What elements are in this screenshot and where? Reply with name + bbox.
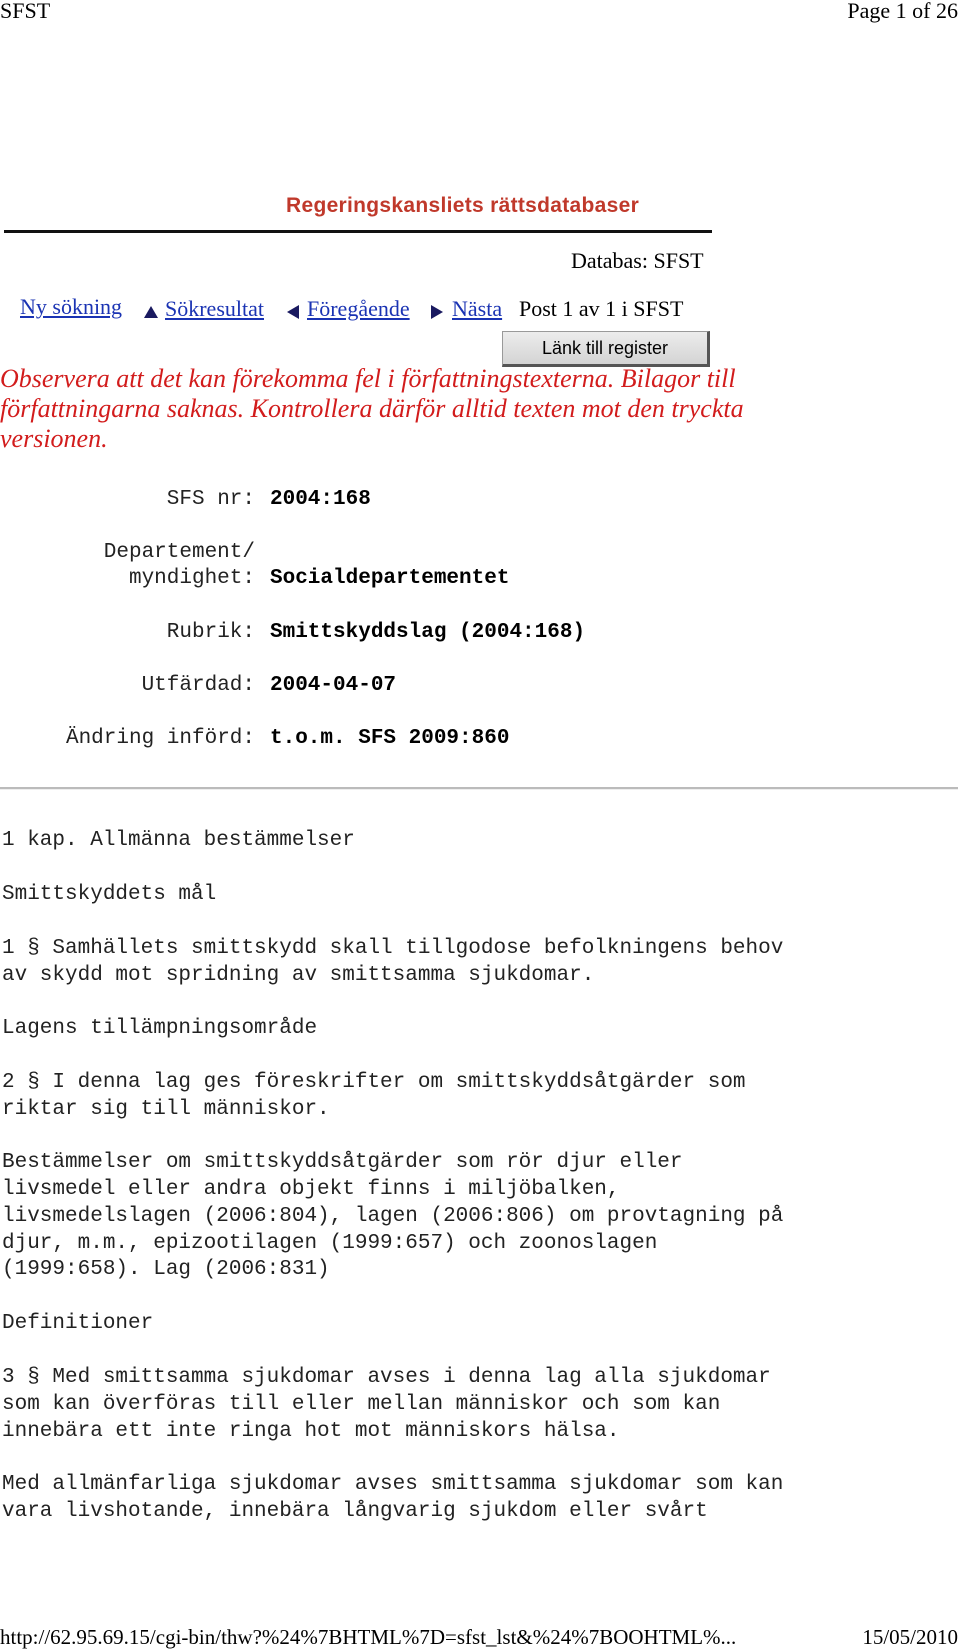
page-footer-date: 15/05/2010 [862,1625,958,1649]
arrow-right-icon[interactable] [431,305,443,319]
andring-value: t.o.m. SFS 2009:860 [270,727,510,750]
warning-line: versionen. [0,424,108,453]
arrow-up-icon[interactable] [144,306,158,318]
paragraph-line: livsmedelslagen (2006:804), lagen (2006:806) om provtagning på [2,1205,784,1228]
rubrik-label: Rubrik: [166,621,255,644]
post-info: Post 1 av 1 i SFST [519,296,684,321]
link-to-register-button[interactable]: Länk till register [502,331,710,367]
page-footer-url: http://62.95.69.15/cgi-bin/thw?%24%7BHTML%7D=sfst_lst&%24%7BOOHTML%... [0,1625,737,1649]
new-search-link[interactable]: Ny sökning [20,294,123,319]
paragraph-line: av skydd mot spridning av smittsamma sjukdomar. [2,964,595,987]
chapter-heading: 1 kap. Allmänna bestämmelser [2,829,355,852]
section-heading: Smittskyddets mål [2,883,217,906]
page-number: Page 1 of 26 [847,0,958,23]
paragraph-line: (1999:658). Lag (2006:831) [2,1258,330,1281]
myndighet-label: myndighet: [128,567,255,590]
utfardad-value: 2004-04-07 [270,674,397,697]
section-divider [0,787,958,790]
search-results-link[interactable]: Sökresultat [165,296,264,321]
banner-divider [4,230,712,233]
paragraph-line: Bestämmelser om smittskyddsåtgärder som rör djur eller [2,1151,683,1174]
page-header-title: SFST [0,0,51,23]
utfardad-label: Utfärdad: [141,674,255,697]
next-link[interactable]: Nästa [452,296,503,321]
section-heading: Definitioner [2,1312,154,1335]
warning-notice [0,364,800,454]
paragraph-line: 3 § Med smittsamma sjukdomar avses i denna lag alla sjukdomar [2,1366,771,1389]
paragraph-line: riktar sig till människor. [2,1098,330,1121]
sfs-nr-value: 2004:168 [270,488,371,511]
paragraph-line: Med allmänfarliga sjukdomar avses smittsamma sjukdomar som kan [2,1473,784,1496]
site-banner-title: Regeringskansliets rättsdatabaser [286,194,640,217]
arrow-left-icon[interactable] [287,305,299,319]
warning-line: Observera att det kan förekomma fel i författningstexterna. Bilagor till [0,364,736,393]
paragraph-line: 1 § Samhällets smittskydd skall tillgodose befolkningens behov [2,937,784,960]
database-label: Databas: SFST [571,248,704,273]
paragraph-line: livsmedel eller andra objekt finns i miljöbalken, [2,1178,620,1201]
paragraph-line: 2 § I denna lag ges föreskrifter om smittskyddsåtgärder som [2,1071,746,1094]
paragraph-line: som kan överföras till eller mellan människor och som kan [2,1393,721,1416]
andring-label: Ändring införd: [65,727,255,750]
paragraph-line: innebära ett inte ringa hot mot människors hälsa. [2,1420,620,1443]
warning-line: författningarna saknas. Kontrollera därför alltid texten mot den tryckta [0,394,744,423]
departement-label: Departement/ [103,541,255,564]
paragraph-line: vara livshotande, innebära långvarig sjukdom eller svårt [2,1500,708,1523]
previous-link[interactable]: Föregående [307,296,410,321]
departement-value: Socialdepartementet [270,567,510,590]
paragraph-line: djur, m.m., epizootilagen (1999:657) och zoonoslagen [2,1232,658,1255]
section-heading: Lagens tillämpningsområde [2,1017,318,1040]
sfs-nr-label: SFS nr: [166,488,255,511]
rubrik-value: Smittskyddslag (2004:168) [270,621,586,644]
